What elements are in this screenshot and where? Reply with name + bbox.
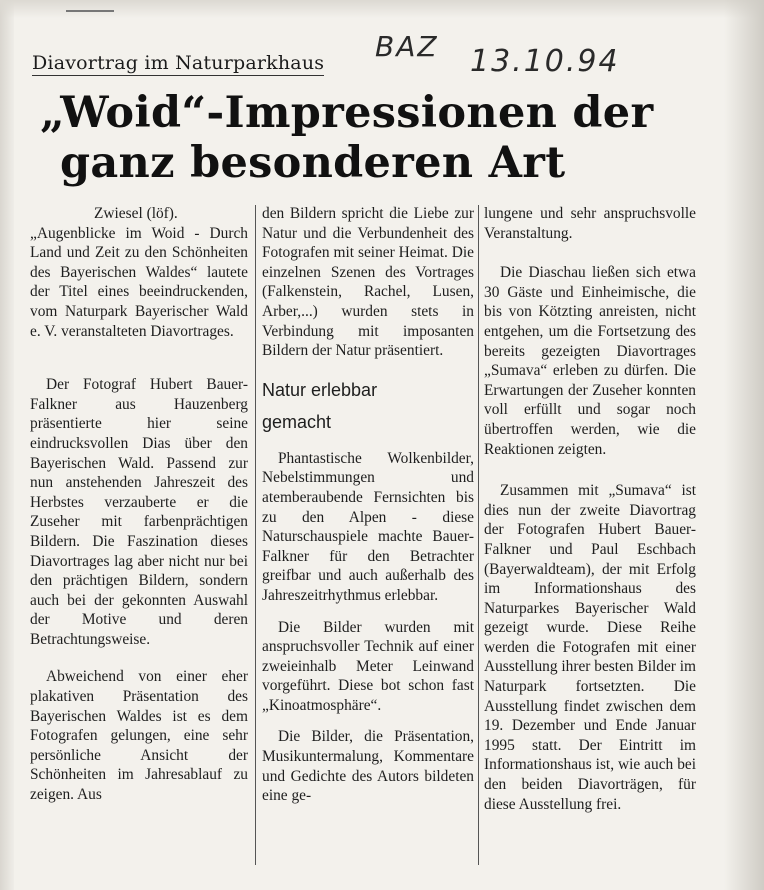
subheading [262,377,474,435]
clipping-mark [66,10,114,12]
intro-paragraph: „Augenblicke im Woid - Durch Land und Zeit zu den Schönheiten des Bayerischen Waldes“ lautete der Titel eines beeindruckenden, vom Naturpark Bayerischer Wald e. V. veranstalteten Diavortrages. [30,224,248,340]
headline-line-1: „Woid“-Impressionen der [40,88,654,138]
subheading-line-1: Natur erlebbar [262,379,378,400]
body-paragraph: Phantastische Wolkenbilder, Nebelstimmungen und atemberaubende Fernsichten bis zu den Alpen - diese Naturschauspiele machte Bauer-Falkner für den Betrachter greifbar und auch außerhalb des Jahreszeitrhythmus erlebbar. [262,449,474,604]
headline [40,88,653,188]
body-paragraph: Abweichend von einer eher plakativen Präsentation des Bayerischen Waldes ist es dem Fotografen gelungen, eine sehr persönliche Ansicht der Schönheiten im Jahresablauf zu zeigen. Aus [30,668,248,804]
column-rule [478,205,479,865]
column-rule [255,205,256,865]
scan-shadow-top [0,0,764,18]
handwritten-date: 13.10.94 [470,44,620,79]
body-paragraph: Der Fotograf Hubert Bauer-Falkner aus Hauzenberg präsentierte hier seine eindrucksvollen Dias über den Bayerischen Wald. Passend zur nun anstehenden Jahreszeit des Herbstes verzauberte er die Zuseher mit farbenprächtigen Bildern. Die Faszination dieses Diavortrages lag aber nicht nur bei den prächtigen Bildern, sondern auch bei der gekonnten Auswahl der Motive und deren Betrachtungsweise. [30,376,248,648]
body-paragraph: Zusammen mit „Sumava“ ist dies nun der zweite Diavortrag der Fotografen Hubert Bauer-Falkner und Paul Eschbach (Bayerwaldteam), der mit Erfolg im Informationshaus des Naturparkes Bayerischer Wald gezeigt wurde. Diese Reihe werden die Fotografen mit einer Ausstellung ihrer besten Bilder im Naturpark fortsetzten. Die Ausstellung findet zwischen dem 19. Dezember und Ende Januar 1995 statt. Der Eintritt im Informationshaus ist, wie auch bei den beiden Diavorträgen, für diese Ausstellung frei. [484,482,697,813]
subheading-line-2: gemacht [262,411,332,432]
body-paragraph: lungene und sehr anspruchsvolle Veranstaltung. [484,205,696,242]
dateline: Zwiesel (löf). [94,205,178,222]
body-paragraph: Die Bilder wurden mit anspruchsvoller Technik auf einer zweieinhalb Meter Leinwand vorgeführt. Diese bot schon fast „Kinoatmosphäre“. [262,618,474,714]
headline-line-2: ganz besonderen Art [60,138,566,188]
article-column-3 [484,204,696,814]
scan-shadow-right [724,0,764,890]
body-paragraph: den Bildern spricht die Liebe zur Natur und die Verbundenheit des Fotografen mit seiner Heimat. Die einzelnen Szenen des Vortrages (Falkenstein, Rachel, Lusen, Arber,...) wurden stets in Verbindung mit imposanten Bildern der Natur präsentiert. [262,205,474,360]
kicker-line: Diavortrag im Naturparkhaus [32,52,325,74]
article-column-2 [262,204,474,806]
article-column-1 [30,204,248,805]
handwritten-source: BAZ [375,30,439,63]
body-paragraph: Die Bilder, die Präsentation, Musikuntermalung, Kommentare und Gedichte des Autors bildeten eine ge- [262,728,474,805]
body-paragraph: Die Diaschau ließen sich etwa 30 Gäste und Einheimische, die bis von Kötzting anreisten, nicht entgehen, um die Fortsetzung des bereits gezeigten Diavortrages „Sumava“ erleben zu dürfen. Die Erwartungen der Zuseher konnten voll erfüllt und sogar noch übertroffen werden, wie die Reaktionen zeigten. [484,264,696,458]
page-edge [0,0,14,890]
